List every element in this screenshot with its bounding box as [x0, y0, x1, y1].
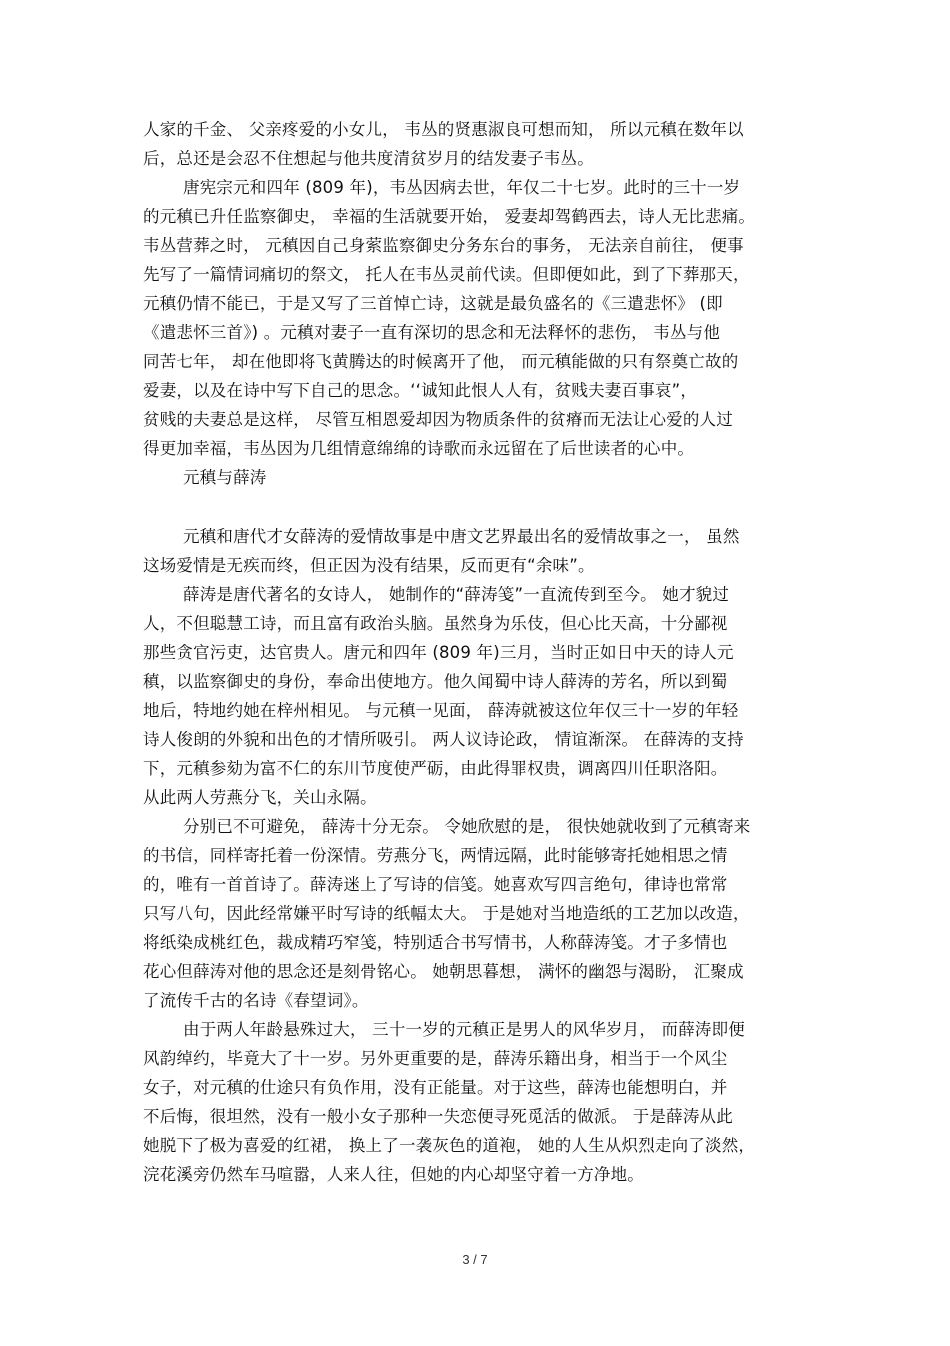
text-line: 元稹和唐代才女薛涛的爱情故事是中唐文艺界最出名的爱情故事之一， 虽然	[183, 527, 740, 546]
text-line: 《遣悲怀三首》) 。元稹对妻子一直有深切的思念和无法释怀的悲伤， 韦丛与他	[143, 323, 721, 342]
text-line: 的书信，同样寄托着一份深情。劳燕分飞，两情远隔，此时能够寄托她相思之情	[143, 846, 728, 865]
text-line: 薛涛是唐代著名的女诗人， 她制作的“薛涛笺”一直流传到至今。 她才貌过	[183, 585, 730, 604]
text-line: 韦丛营葬之时， 元稹因自己身萦监察御史分务东台的事务， 无法亲自前往， 便事	[143, 236, 744, 255]
text-line: 分别已不可避免， 薛涛十分无奈。 令她欣慰的是， 很快她就收到了元稹寄来	[183, 817, 751, 836]
text-line: 只写八句，因此经常嫌平时写诗的纸幅太大。 于是她对当地造纸的工艺加以改造，	[143, 904, 750, 923]
text-line: 诗人俊朗的外貌和出色的才情所吸引。 两人议诗论政， 情谊渐深。 在薛涛的支持	[143, 730, 744, 749]
text-line: 女子，对元稹的仕途只有负作用，没有正能量。对于这些，薛涛也能想明白，并	[143, 1078, 728, 1097]
text-line: 这场爱情是无疾而终，但正因为没有结果，反而更有“余味”。	[143, 556, 595, 575]
text-line: 从此两人劳燕分飞，关山永隔。	[143, 788, 377, 807]
text-line: 得更加幸福，韦丛因为几组情意绵绵的诗歌而永远留在了后世读者的心中。	[143, 439, 695, 458]
text-line: 她脱下了极为喜爱的红裙， 换上了一袭灰色的道袍， 她的人生从炽烈走向了淡然，	[143, 1136, 756, 1155]
text-line: 稹，以监察御史的身份，奉命出使地方。他久闻蜀中诗人薛涛的芳名，所以到蜀	[143, 672, 728, 691]
text-line: 那些贪官污吏，达官贵人。唐元和四年 (809 年)三月，当时正如日中天的诗人元	[143, 643, 734, 662]
text-line: 贫贱的夫妻总是这样， 尽管互相恩爱却因为物质条件的贫瘠而无法让心爱的人过	[143, 410, 733, 429]
text-line: 人，不但聪慧工诗，而且富有政治头脑。虽然身为乐伎，但心比天高，十分鄙视	[143, 614, 728, 633]
text-line: 同苦七年， 却在他即将飞黄腾达的时候离开了他， 而元稹能做的只有祭奠亡故的	[143, 352, 739, 371]
text-line: 元稹仍情不能已，于是又写了三首悼亡诗，这就是最负盛名的《三遣悲怀》 (即	[143, 294, 723, 313]
text-line: 唐宪宗元和四年 (809 年)，韦丛因病去世，年仅二十七岁。此时的三十一岁	[183, 178, 741, 197]
text-line: 风韵绰约，毕竟大了十一岁。另外更重要的是，薛涛乐籍出身，相当于一个风尘	[143, 1049, 728, 1068]
section-heading: 元稹与薛涛	[183, 468, 267, 487]
text-line: 爱妻，以及在诗中写下自己的思念。‘‘诚知此恨人人有，贫贱夫妻百事哀”，	[143, 381, 698, 400]
text-line: 后，总还是会忍不住想起与他共度清贫岁月的结发妻子韦丛。	[143, 149, 594, 168]
text-line: 花心但薛涛对他的思念还是刻骨铭心。 她朝思暮想， 满怀的幽怨与渴盼， 汇聚成	[143, 962, 744, 981]
text-line: 的元稹已升任监察御史， 幸福的生活就要开始， 爱妻却驾鹤西去，诗人无比悲痛。	[143, 207, 756, 226]
text-line: 浣花溪旁仍然车马喧嚣，人来人往，但她的内心却坚守着一方净地。	[143, 1165, 644, 1184]
text-line: 先写了一篇情词痛切的祭文， 托人在韦丛灵前代读。但即便如此，到了下葬那天，	[143, 265, 750, 284]
text-line: 了流传千古的名诗《春望词》。	[143, 991, 369, 1010]
text-line: 由于两人年龄悬殊过大， 三十一岁的元稹正是男人的风华岁月， 而薛涛即便	[183, 1020, 745, 1039]
text-line: 将纸染成桃红色，裁成精巧窄笺，特别适合书写情书，人称薛涛笺。才子多情也	[143, 933, 728, 952]
page-number: 3 / 7	[462, 1252, 488, 1267]
text-line: 人家的千金、 父亲疼爱的小女儿， 韦丛的贤惠淑良可想而知， 所以元稹在数年以	[143, 120, 744, 139]
text-line: 不后悔，很坦然，没有一般小女子那种一失恋便寻死觅活的做派。 于是薛涛从此	[143, 1107, 733, 1126]
text-line: 的，唯有一首首诗了。薛涛迷上了写诗的信笺。她喜欢写四言绝句，律诗也常常	[143, 875, 728, 894]
text-line: 下，元稹参劾为富不仁的东川节度使严砺，由此得罪权贵，调离四川任职洛阳。	[143, 759, 728, 778]
text-line: 地后，特地约她在梓州相见。 与元稹一见面， 薛涛就被这位年仅三十一岁的年轻	[143, 701, 739, 720]
